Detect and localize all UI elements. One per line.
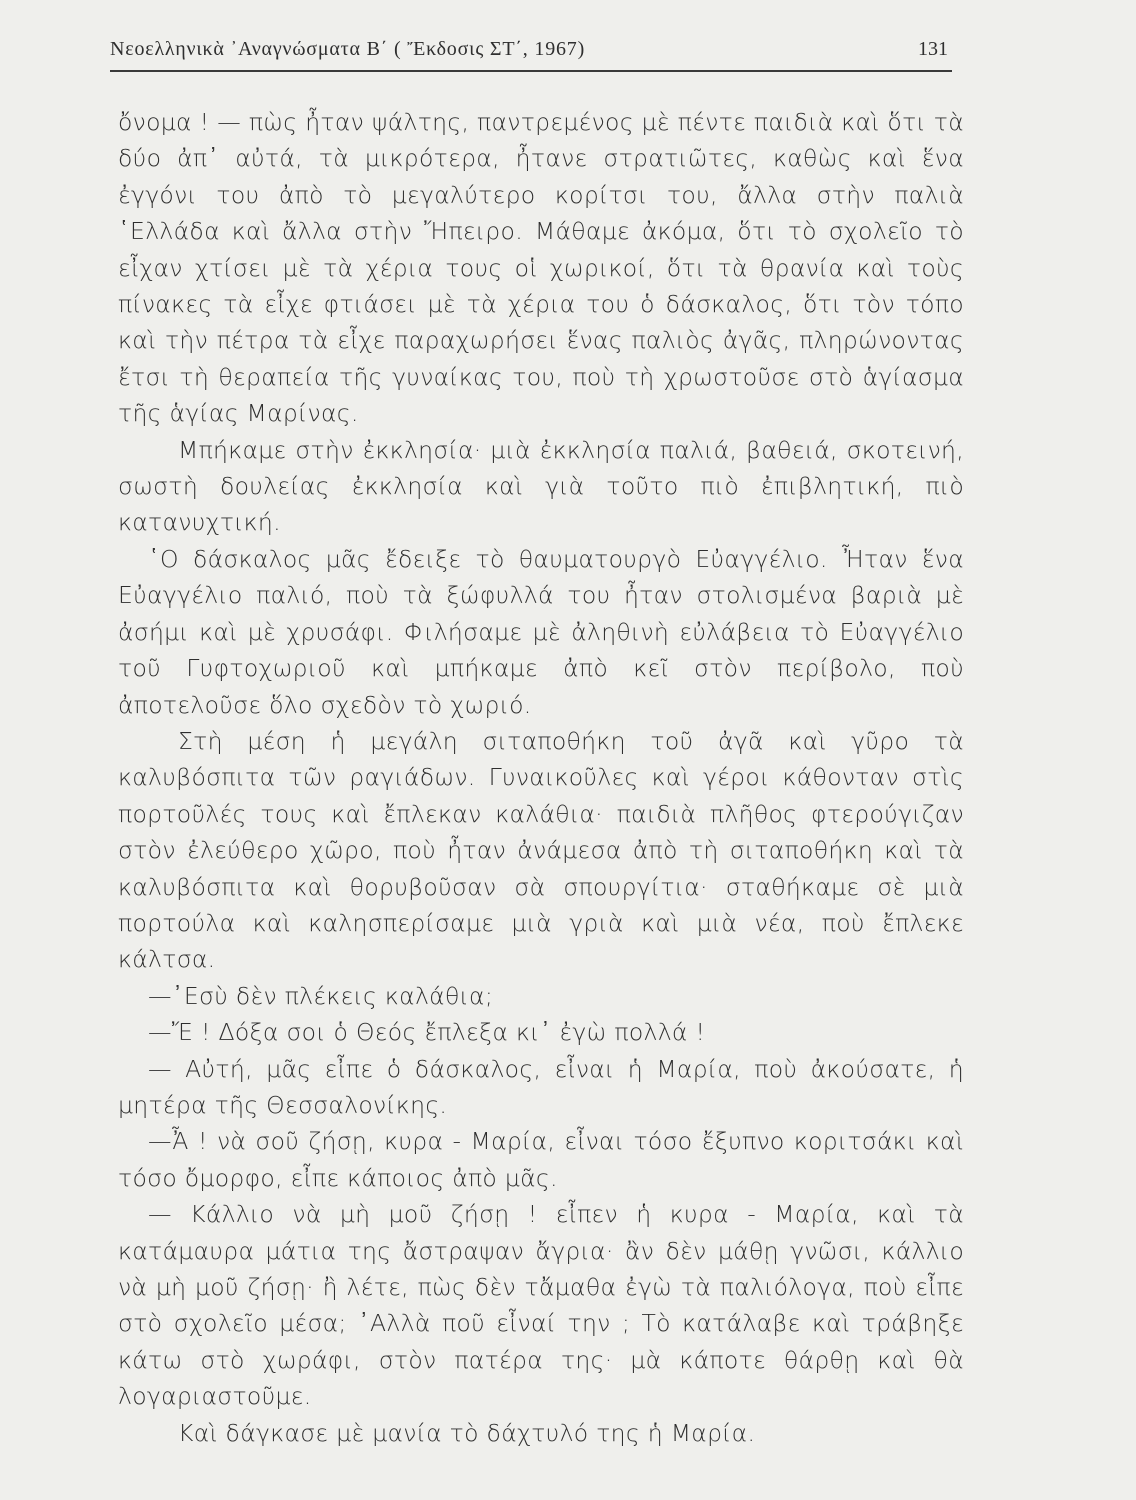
dialogue-line: — Κάλλιο νὰ μὴ μοῦ ζήσῃ ! εἶπεν ἡ κυρα - Μαρία, καὶ τὰ κατάμαυρα μάτια της ἄστραψαν ἄγρια· ἂν δὲν μάθῃ γνῶσι, κάλλιο νὰ μὴ μοῦ ζήσῃ· ἢ λέτε, πὼς δὲν τἄμαθα ἐγὼ τὰ παλιόλογα, ποὺ εἶπε στὸ σχολεῖο μέσα; ᾿Αλλὰ ποῦ εἶναί την ; Τὸ κατάλαβε καὶ τράβηξε κάτω στὸ χωράφι, στὸν πατέρα της· μὰ κάποτε θάρθῃ καὶ θὰ λογαριαστοῦμε.: [118, 1200, 964, 1411]
dialogue-line: —᾿Εσὺ δὲν πλέκεις καλάθια;: [148, 981, 494, 1010]
paragraph: Καὶ δάγκασε μὲ μανία τὸ δάχτυλό της ἡ Μαρία.: [178, 1418, 756, 1447]
dialogue-line: —Ἆ ! νὰ σοῦ ζήσῃ, κυρα - Μαρία, εἶναι τόσο ἔξυπνο κοριτσάκι καὶ τόσο ὄμορφο, εἶπε κάποιος ἀπὸ μᾶς.: [118, 1127, 964, 1192]
paragraph: Στὴ μέση ἡ μεγάλη σιταποθήκη τοῦ ἀγᾶ καὶ γῦρο τὰ καλυβόσπιτα τῶν ραγιάδων. Γυναικοῦλες καὶ γέροι κάθονταν στὶς πορτοῦλές τους καὶ ἔπλεκαν καλάθια· παιδιὰ πλῆθος φτερούγιζαν στὸν ἐλεύθερο χῶρο, ποὺ ἦταν ἀνάμεσα ἀπὸ τὴ σιταποθήκη καὶ τὰ καλυβόσπιτα καὶ θορυβοῦσαν σὰ σπουργίτια· σταθήκαμε σὲ μιὰ πορτούλα καὶ καλησπερίσαμε μιὰ γριὰ καὶ μιὰ νέα, ποὺ ἔπλεκε κάλτσα.: [118, 726, 964, 974]
body-text: [118, 104, 964, 1451]
paragraph: ῾Ο δάσκαλος μᾶς ἔδειξε τὸ θαυματουργὸ Εὐαγγέλιο. Ἦταν ἕνα Εὐαγγέλιο παλιό, ποὺ τὰ ξώφυλλά του ἦταν στολισμένα βαριὰ μὲ ἀσήμι καὶ μὲ χρυσάφι. Φιλήσαμε μὲ ἀληθινὴ εὐλάβεια τὸ Εὐαγγέλιο τοῦ Γυφτοχωριοῦ καὶ μπήκαμε ἀπὸ κεῖ στὸν περίβολο, ποὺ ἀποτελοῦσε ὅλο σχεδὸν τὸ χωριό.: [118, 544, 964, 719]
paragraph: ὄνομα ! — πὼς ἦταν ψάλτης, παντρεμένος μὲ πέντε παιδιὰ καὶ ὅτι τὰ δύο ἀπ᾿ αὐτά, τὰ μικρότερα, ἦτανε στρατιῶτες, καθὼς καὶ ἕνα ἐγγόνι του ἀπὸ τὸ μεγαλύτερο κορίτσι του, ἄλλα στὴν παλιὰ ῾Ελλάδα καὶ ἄλλα στὴν Ἤπειρο. Μάθαμε ἀκόμα, ὅτι τὸ σχολεῖο τὸ εἶχαν χτίσει μὲ τὰ χέρια τους οἱ χωρικοί, ὅτι τὰ θρανία καὶ τοὺς πίνακες τὰ εἶχε φτιάσει μὲ τὰ χέρια του ὁ δάσκαλος, ὅτι τὸν τόπο καὶ τὴν πέτρα τὰ εἶχε παραχωρήσει ἕνας παλιὸς ἀγᾶς, πληρώνοντας ἔτσι τὴ θεραπεία τῆς γυναίκας του, ποὺ τὴ χρωστοῦσε στὸ ἁγίασμα τῆς ἁγίας Μαρίνας.: [118, 108, 964, 428]
page-number: 131: [918, 38, 948, 60]
header-title: Νεοελληνικὰ ᾿Αναγνώσματα Β΄ ( Ἔκδοσις ΣΤ΄, 1967): [110, 38, 586, 60]
paragraph: Μπήκαμε στὴν ἐκκλησία· μιὰ ἐκκλησία παλιά, βαθειά, σκοτεινή, σωστὴ δουλείας ἐκκλησία καὶ γιὰ τοῦτο πιὸ ἐπιβλητική, πιὸ κατανυχτική.: [118, 435, 964, 537]
dialogue-line: — Αὐτή, μᾶς εἶπε ὁ δάσκαλος, εἶναι ἡ Μαρία, ποὺ ἀκούσατε, ἡ μητέρα τῆς Θεσσαλονίκης.: [118, 1054, 964, 1119]
dialogue-line: —Ἔ ! Δόξα σοι ὁ Θεός ἔπλεξα κι᾿ ἐγὼ πολλά !: [148, 1018, 706, 1047]
running-header: [110, 34, 952, 72]
